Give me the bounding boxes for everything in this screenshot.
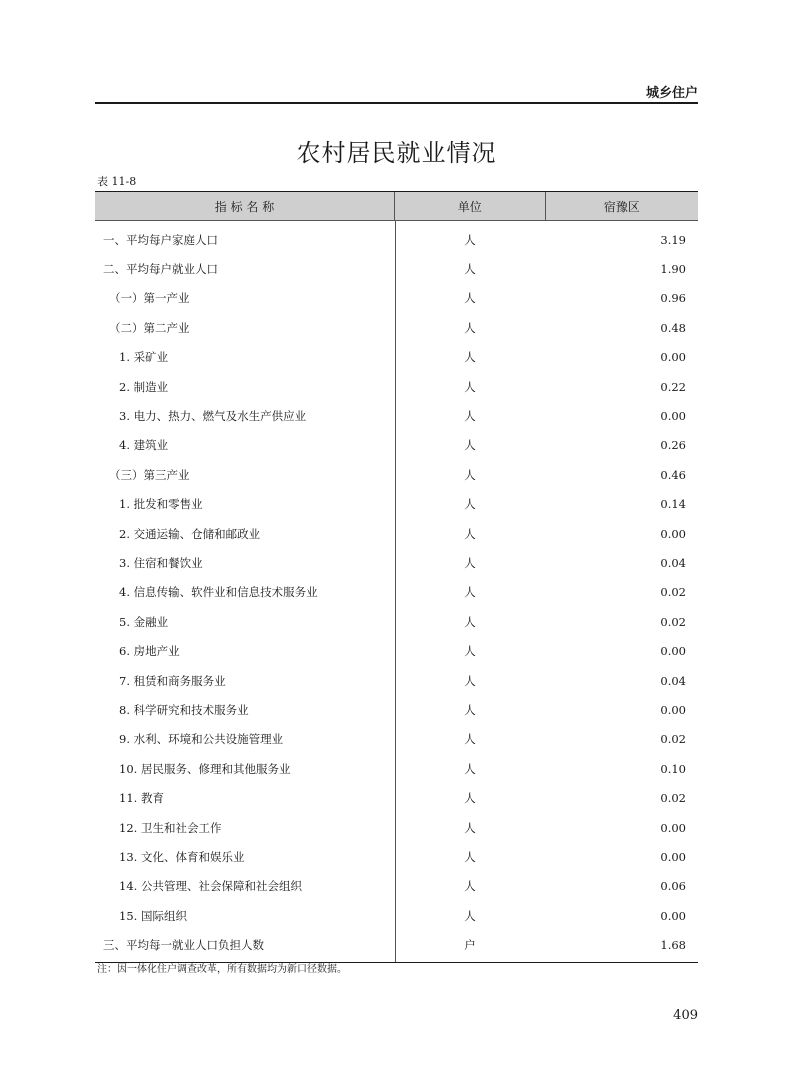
row-unit: 人 [464, 908, 476, 923]
row-value: 0.96 [660, 291, 686, 306]
row-unit: 人 [464, 438, 476, 453]
row-unit: 人 [464, 585, 476, 600]
table-row [95, 431, 698, 460]
row-name: 一、平均每户家庭人口 [103, 232, 218, 247]
row-unit: 人 [464, 614, 476, 629]
page-number: 409 [673, 1008, 698, 1023]
row-name: 1. 批发和零售业 [119, 497, 203, 512]
footnote: 注：因一体化住户调查改革，所有数据均为新口径数据。 [97, 964, 347, 975]
row-name: 2. 交通运输、仓储和邮政业 [119, 526, 261, 541]
row-unit: 人 [464, 555, 476, 570]
table-row [95, 813, 698, 842]
column-header-name: 指 标 名 称 [214, 199, 275, 214]
column-header-unit: 单位 [394, 192, 545, 220]
table-row [95, 725, 698, 754]
table-row [95, 872, 698, 901]
table-row [95, 666, 698, 695]
running-header [95, 84, 698, 104]
row-unit: 人 [464, 791, 476, 806]
row-name: 13. 文化、体育和娱乐业 [119, 849, 245, 864]
row-value: 0.02 [660, 614, 686, 629]
table-row [95, 578, 698, 607]
table-row [95, 284, 698, 313]
row-value: 0.00 [660, 526, 686, 541]
row-value: 0.48 [660, 320, 686, 335]
row-value: 0.04 [660, 673, 686, 688]
row-value: 0.10 [660, 761, 686, 776]
row-name: 4. 建筑业 [119, 438, 169, 453]
row-unit: 人 [464, 820, 476, 835]
row-unit: 人 [464, 732, 476, 747]
row-unit: 人 [464, 232, 476, 247]
row-value: 0.00 [660, 702, 686, 717]
row-unit: 人 [464, 673, 476, 688]
row-value: 0.00 [660, 350, 686, 365]
row-unit: 户 [464, 938, 476, 953]
table-row [95, 783, 698, 812]
table-row [95, 930, 698, 959]
row-value: 0.00 [660, 849, 686, 864]
table-row [95, 548, 698, 577]
table-row [95, 372, 698, 401]
row-name: 15. 国际组织 [119, 908, 187, 923]
table-row [95, 490, 698, 519]
row-name: 7. 租赁和商务服务业 [119, 673, 226, 688]
table-row [95, 254, 698, 283]
row-unit: 人 [464, 879, 476, 894]
table-row [95, 695, 698, 724]
row-value: 0.04 [660, 555, 686, 570]
page-title: 农村居民就业情况 [296, 139, 497, 167]
row-value: 1.90 [660, 262, 686, 277]
row-unit: 人 [464, 379, 476, 394]
table-row [95, 313, 698, 342]
row-value: 0.14 [660, 497, 686, 512]
row-name: 1. 采矿业 [119, 350, 169, 365]
row-value: 0.00 [660, 409, 686, 424]
table-row [95, 343, 698, 372]
table-row [95, 460, 698, 489]
column-header-region: 宿豫区 [545, 192, 699, 220]
row-unit: 人 [464, 644, 476, 659]
row-unit: 人 [464, 262, 476, 277]
row-name: 3. 住宿和餐饮业 [119, 555, 203, 570]
table-row [95, 901, 698, 930]
row-name: 4. 信息传输、软件业和信息技术服务业 [119, 585, 318, 600]
row-name: 二、平均每户就业人口 [103, 262, 218, 277]
row-name: 5. 金融业 [119, 614, 169, 629]
row-unit: 人 [464, 409, 476, 424]
table-body [95, 221, 698, 962]
row-unit: 人 [464, 291, 476, 306]
row-unit: 人 [464, 761, 476, 776]
table-header-row [95, 192, 698, 221]
row-name: 3. 电力、热力、燃气及水生产供应业 [119, 409, 307, 424]
employment-table [95, 191, 698, 963]
table-row [95, 401, 698, 430]
table-row [95, 842, 698, 871]
row-value: 0.02 [660, 732, 686, 747]
row-value: 1.68 [660, 938, 686, 953]
row-name: 8. 科学研究和技术服务业 [119, 702, 249, 717]
row-unit: 人 [464, 320, 476, 335]
table-number: 表 11-8 [97, 175, 137, 188]
table-row [95, 225, 698, 254]
row-value: 0.02 [660, 585, 686, 600]
row-name: 6. 房地产业 [119, 644, 180, 659]
row-value: 0.00 [660, 820, 686, 835]
row-unit: 人 [464, 526, 476, 541]
row-unit: 人 [464, 702, 476, 717]
row-name: （三）第三产业 [109, 467, 190, 482]
row-name: 10. 居民服务、修理和其他服务业 [119, 761, 291, 776]
row-name: 12. 卫生和社会工作 [119, 820, 222, 835]
row-value: 0.26 [660, 438, 686, 453]
row-value: 0.06 [660, 879, 686, 894]
row-unit: 人 [464, 849, 476, 864]
table-row [95, 607, 698, 636]
section-title: 城乡住户 [645, 86, 698, 101]
row-unit: 人 [464, 467, 476, 482]
row-value: 0.02 [660, 791, 686, 806]
table-row [95, 754, 698, 783]
row-name: 9. 水利、环境和公共设施管理业 [119, 732, 284, 747]
row-name: 14. 公共管理、社会保障和社会组织 [119, 879, 302, 894]
table-row [95, 636, 698, 665]
row-name: 2. 制造业 [119, 379, 169, 394]
row-name: 11. 教育 [119, 791, 164, 806]
row-value: 0.22 [660, 379, 686, 394]
row-unit: 人 [464, 350, 476, 365]
row-name: （一）第一产业 [109, 291, 190, 306]
table-row [95, 519, 698, 548]
row-name: 三、平均每一就业人口负担人数 [103, 938, 264, 953]
row-value: 3.19 [660, 232, 686, 247]
row-unit: 人 [464, 497, 476, 512]
row-value: 0.00 [660, 908, 686, 923]
row-value: 0.46 [660, 467, 686, 482]
row-name: （二）第二产业 [109, 320, 190, 335]
row-value: 0.00 [660, 644, 686, 659]
